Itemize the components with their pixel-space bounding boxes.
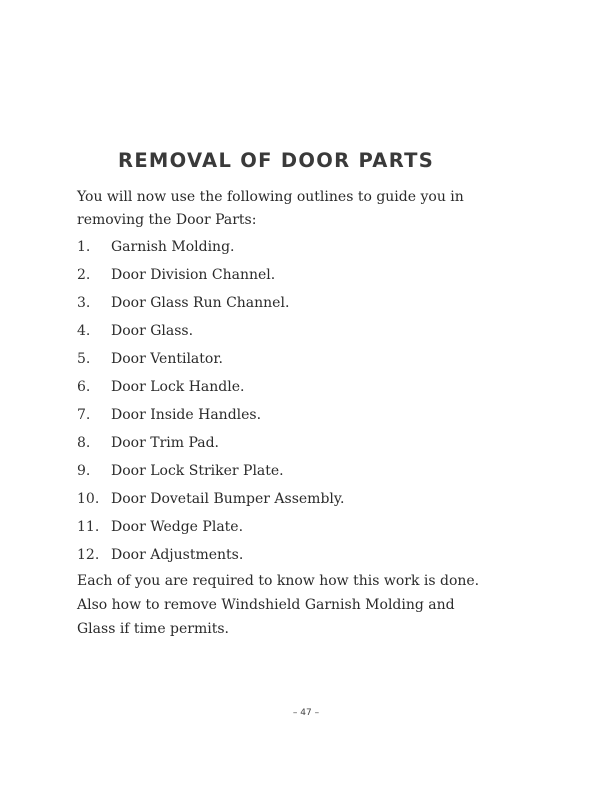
list-item-text: Garnish Molding. xyxy=(111,239,235,255)
list-item-number: 1. xyxy=(77,239,91,255)
intro-paragraph: You will now use the following outlines to guide you in removing the Door Parts: xyxy=(77,189,464,228)
list-item-text: Door Adjustments. xyxy=(111,547,244,563)
closing-paragraph: Each of you are required to know how this work is done. Also how to remove Windshield Garnish Molding and Glass if time permits. xyxy=(77,573,480,637)
list-item-number: 7. xyxy=(77,407,91,423)
list-item-number: 2. xyxy=(77,267,91,283)
list-item-number: 12. xyxy=(77,547,100,563)
list-item-text: Door Trim Pad. xyxy=(111,435,220,451)
list-item xyxy=(77,265,344,293)
list-item xyxy=(77,489,344,517)
list-item-number: 8. xyxy=(77,435,91,451)
list-item xyxy=(77,293,344,321)
list-item-number: 3. xyxy=(77,295,91,311)
list-item-number: 9. xyxy=(77,463,91,479)
list-item xyxy=(77,461,344,489)
list-item xyxy=(77,405,344,433)
list-item-text: Door Glass. xyxy=(111,323,194,339)
page-number: – 47 – xyxy=(292,708,320,718)
list-item xyxy=(77,321,344,349)
page-title: REMOVAL OF DOOR PARTS xyxy=(118,149,435,172)
list-item-number: 6. xyxy=(77,379,91,395)
list-item-text: Door Ventilator. xyxy=(111,351,223,367)
list-item-text: Door Wedge Plate. xyxy=(111,519,244,535)
list-item-number: 10. xyxy=(77,491,100,507)
list-item-text: Door Lock Handle. xyxy=(111,379,245,395)
list-item-text: Door Glass Run Channel. xyxy=(111,295,290,311)
list-item-number: 4. xyxy=(77,323,91,339)
list-item-text: Door Dovetail Bumper Assembly. xyxy=(111,491,345,507)
list-item-text: Door Lock Striker Plate. xyxy=(111,463,284,479)
list-item-text: Door Inside Handles. xyxy=(111,407,262,423)
list-item xyxy=(77,377,344,405)
list-item-text: Door Division Channel. xyxy=(111,267,276,283)
list-item-number: 5. xyxy=(77,351,91,367)
list-item-number: 11. xyxy=(77,519,100,535)
list-item xyxy=(77,517,344,545)
list-item xyxy=(77,237,344,265)
list-item xyxy=(77,349,344,377)
list-item xyxy=(77,433,344,461)
door-parts-list xyxy=(77,237,344,573)
